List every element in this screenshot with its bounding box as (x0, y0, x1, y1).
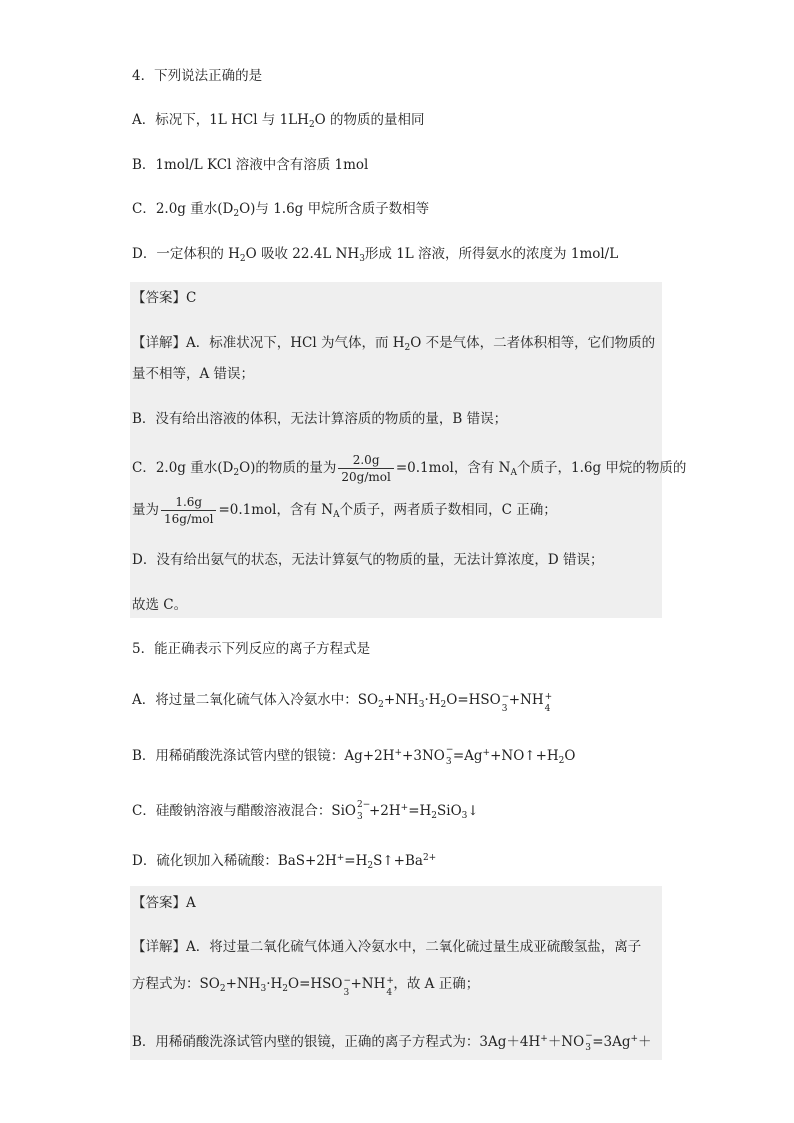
question-4-option-c: C．2.0g 重水$(D_2O)$与 1.6g 甲烷所含质子数相等 (132, 201, 430, 219)
question-4-explanation-line: 【详解】A．标准状况下，HCl 为气体，而 $H_2O$ 不是气体，二者体积相等，它们物质的 (132, 335, 656, 353)
question-5-stem: 5．能正确表示下列反应的离子方程式是 (132, 641, 371, 657)
question-5-option-a: A．将过量二氧化硫气体入冷氨水中：$SO_2+NH_3\cdot H_2O=HSO$ − 3 +NH + 4 (132, 692, 553, 714)
question-4-explanation-line: 故选 C。 (132, 597, 188, 613)
question-4-option-a: A．标况下，1L HCl 与 $1LH_2O$ 的物质的量相同 (132, 112, 425, 130)
fraction: $\frac{1.6g}{\text{16g/mol}}$ (161, 494, 216, 527)
question-4-explanation-fraction-line: 量为 $\frac{1.6g}{\text{16g/mol}}$ =0.1mol，含有 $N_A$个质子，两者质子数相同，C 正确； (132, 495, 557, 526)
question-5-explanation-line: B．用稀硝酸洗涤试管内壁的银镜，正确的离子方程式为：3Ag＋4H+＋NO − 3 =3Ag+＋ (132, 1031, 652, 1053)
question-4-explanation-line: D．没有给出氨气的状态，无法计算氨气的物质的量，无法计算浓度，D 错误； (132, 552, 604, 568)
question-4-option-b: B．1mol/L KCl 溶液中含有溶质 1mol (132, 157, 369, 173)
question-4-answer: 【答案】C (132, 290, 197, 306)
question-4-explanation-line: 量不相等，A 错误； (132, 366, 255, 382)
question-4-option-d: D．一定体积的 $H_2O$ 吸收 22.4L $NH_3$形成 1L 溶液，所得氨水的浓度为 1mol/L (132, 246, 619, 264)
question-4-explanation-fraction-line: C．2.0g 重水$(D_2O)$的物质的量为 $\frac{2.0g}{\text{20g/mol}}$ =0.1mol，含有 $N_A$个质子，1.6g 甲烷的物质的 (132, 453, 687, 484)
question-4-stem: 4．下列说法正确的是 (132, 68, 263, 84)
question-5-answer: 【答案】A (132, 895, 196, 911)
question-5-option-c: C．硅酸钠溶液与醋酸溶液混合：SiO 2− 3 $+2H^+=H_2SiO_3↓$ (132, 800, 479, 822)
question-5-explanation-line: 方程式为：$SO_2+NH_3\cdot H_2O=HSO$ − 3 +NH + 4 ，故 A 正确； (132, 976, 480, 998)
fraction: $\frac{2.0g}{\text{20g/mol}}$ (338, 452, 393, 485)
question-4-explanation-line: B．没有给出溶液的体积，无法计算溶质的物质的量，B 错误； (132, 411, 508, 427)
question-5-option-d: D．硫化钡加入稀硫酸：$BaS+2H^+=H_2S↑+Ba^{2+}$ (132, 853, 437, 871)
question-5-explanation-line: 【详解】A．将过量二氧化硫气体通入冷氨水中，二氧化硫过量生成亚硫酸氢盐，离子 (132, 939, 642, 955)
question-5-option-b: B．用稀硝酸洗涤试管内壁的银镜：Ag+2H++3NO − 3 $=Ag^++NO↑+H_2O$ (132, 745, 576, 767)
